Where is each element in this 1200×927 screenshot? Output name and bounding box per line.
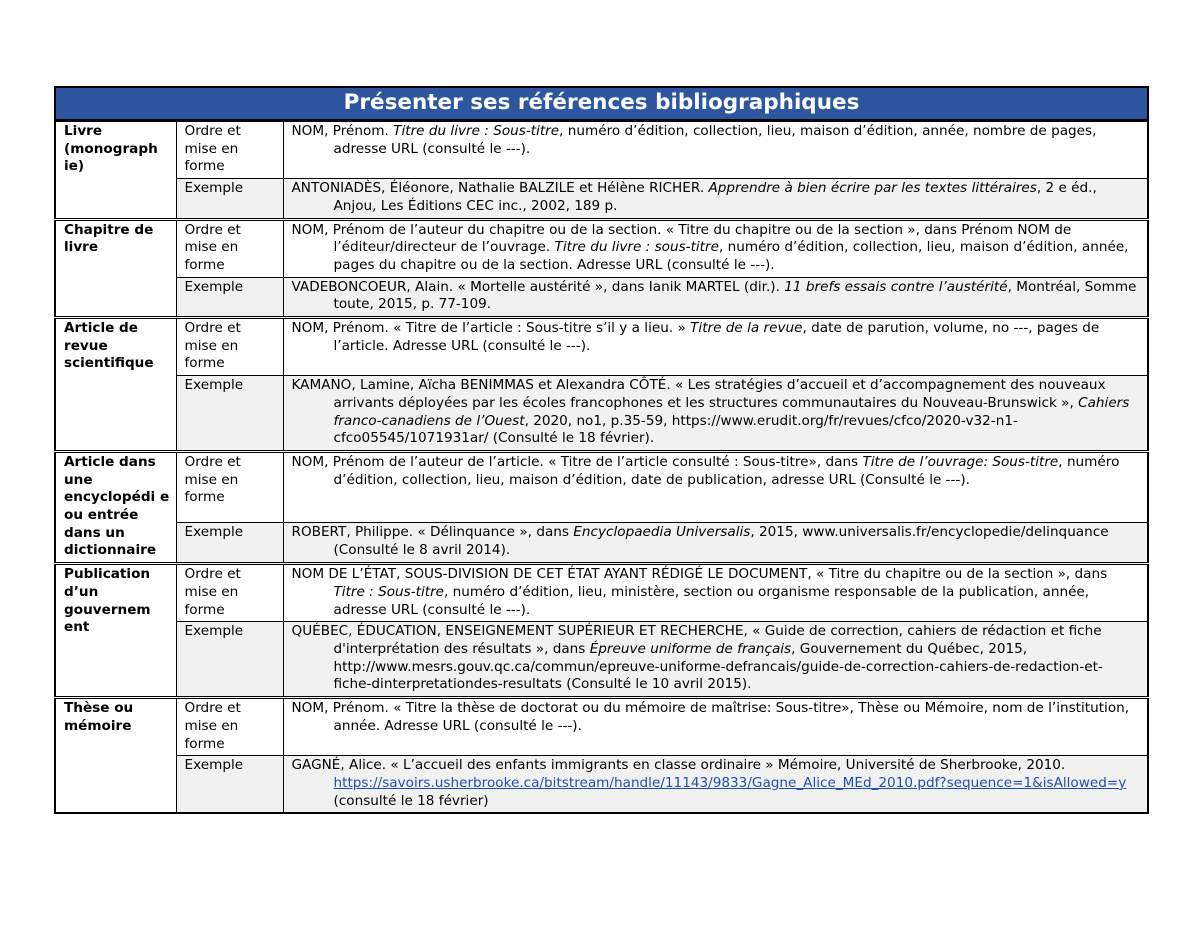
example-label: Exemple (176, 179, 283, 219)
format-text-chapitre: NOM, Prénom de l’auteur du chapitre ou de la section. « Titre du chapitre ou de la section », dans Prénom NOM de l’éditeur/directeur de l’ouvrage. Titre du livre : sous-titre, numéro d’édition, collection, lieu, maison d’édition, année, pages du chapitre ou de la section. Adresse URL (consulté le ---). (283, 219, 1148, 277)
references-sheet (54, 86, 1147, 814)
category-chapitre: Chapitre de livre (55, 219, 176, 318)
format-label: Ordre et mise en forme (176, 451, 283, 522)
row-livre-example (55, 179, 1148, 219)
row-article-format (55, 318, 1148, 376)
category-livre: Livre (monograph ie) (55, 121, 176, 220)
row-encyclo-example (55, 523, 1148, 564)
format-text-these: NOM, Prénom. « Titre la thèse de doctorat ou du mémoire de maîtrise: Sous-titre», Thèse ou Mémoire, nom de l’institution, année. Adresse URL (consulté le ---). (283, 698, 1148, 756)
category-these: Thèse ou mémoire (55, 698, 176, 814)
format-text-article: NOM, Prénom. « Titre de l’article : Sous-titre s’il y a lieu. » Titre de la revue, date de parution, volume, no ---, pages de l’article. Adresse URL (consulté le ---). (283, 318, 1148, 376)
row-gouv-example (55, 622, 1148, 698)
example-label: Exemple (176, 277, 283, 317)
row-chapitre-example (55, 277, 1148, 317)
row-chapitre-format (55, 219, 1148, 277)
row-livre-format (55, 121, 1148, 179)
format-label: Ordre et mise en forme (176, 318, 283, 376)
example-text-livre: ANTONIADÈS, Éléonore, Nathalie BALZILE et Hélène RICHER. Apprendre à bien écrire par les textes littéraires, 2 e éd., Anjou, Les Éditions CEC inc., 2002, 189 p. (283, 179, 1148, 219)
example-text-chapitre: VADEBONCOEUR, Alain. « Mortelle austérité », dans Ianik MARTEL (dir.). 11 brefs essais contre l’austérité, Montréal, Somme toute, 2015, p. 77-109. (283, 277, 1148, 317)
these-url-link[interactable]: https://savoirs.usherbrooke.ca/bitstream/handle/11143/9833/Gagne_Alice_MEd_2010.pdf?sequence=1&isAllowed=y (333, 774, 1127, 791)
row-these-format (55, 698, 1148, 756)
format-label: Ordre et mise en forme (176, 219, 283, 277)
format-text-encyclo: NOM, Prénom de l’auteur de l’article. « Titre de l’article consulté : Sous-titre», dans Titre de l’ouvrage: Sous-titre, numéro d’édition, collection, lieu, maison d’édition, date de publication, adresse URL (Consulté le ---). (283, 451, 1148, 522)
example-text-these: GAGNÉ, Alice. « L’accueil des enfants immigrants en classe ordinaire » Mémoire, Université de Sherbrooke, 2010. https://savoirs.usherbrooke.ca/bitstream/handle/11143/9833/Gagne_Alice_MEd_2010.pdf?sequence=1&isAllowed=y (consulté le 18 février) (283, 756, 1148, 814)
example-text-encyclo: ROBERT, Philippe. « Délinquance », dans Encyclopaedia Universalis, 2015, www.universalis.fr/encyclopedie/delinquance (Consulté le 8 avril 2014). (283, 523, 1148, 564)
format-label: Ordre et mise en forme (176, 121, 283, 179)
category-article: Article de revue scientifique (55, 318, 176, 452)
table-title: Présenter ses références bibliographiques (55, 87, 1148, 121)
row-these-example (55, 756, 1148, 814)
format-text-livre: NOM, Prénom. Titre du livre : Sous-titre, numéro d’édition, collection, lieu, maison d’édition, année, nombre de pages, adresse URL (consulté le ---). (283, 121, 1148, 179)
category-encyclo: Article dans une encyclopédi e ou entrée dans un dictionnaire (55, 451, 176, 563)
row-article-example (55, 376, 1148, 452)
format-label: Ordre et mise en forme (176, 698, 283, 756)
example-label: Exemple (176, 756, 283, 814)
row-gouv-format (55, 564, 1148, 622)
example-text-gouv: QUÉBEC, ÉDUCATION, ENSEIGNEMENT SUPÉRIEUR ET RECHERCHE, « Guide de correction, cahiers de rédaction et fiche d'interprétation des résultats », dans Épreuve uniforme de français, Gouvernement du Québec, 2015, http://www.mesrs.gouv.qc.ca/commun/epreuve-uniforme-defrancais/guide-de-correction-cahiers-de-redaction-et-fiche-dinterpretationdes-resultats (Consulté le 10 avril 2015). (283, 622, 1148, 698)
format-text-gouv: NOM DE L’ÉTAT, SOUS-DIVISION DE CET ÉTAT AYANT RÉDIGÉ LE DOCUMENT, « Titre du chapitre ou de la section », dans Titre : Sous-titre, numéro d’édition, lieu, ministère, section ou organisme responsable de la publication, année, adresse URL (consulté le ---). (283, 564, 1148, 622)
example-text-article: KAMANO, Lamine, Aïcha BENIMMAS et Alexandra CÔTÉ. « Les stratégies d’accueil et d’accompagnement des nouveaux arrivants déployées par les écoles francophones et les structures communautaires du Nouveau-Brunswick », Cahiers franco-canadiens de l’Ouest, 2020, no1, p.35-59, https://www.erudit.org/fr/revues/cfco/2020-v32-n1-cfco05545/1071931ar/ (Consulté le 18 février). (283, 376, 1148, 452)
category-gouv: Publication d’un gouvernem ent (55, 564, 176, 698)
format-label: Ordre et mise en forme (176, 564, 283, 622)
row-encyclo-format (55, 451, 1148, 522)
example-label: Exemple (176, 622, 283, 698)
references-table (54, 86, 1149, 814)
example-label: Exemple (176, 523, 283, 564)
example-label: Exemple (176, 376, 283, 452)
